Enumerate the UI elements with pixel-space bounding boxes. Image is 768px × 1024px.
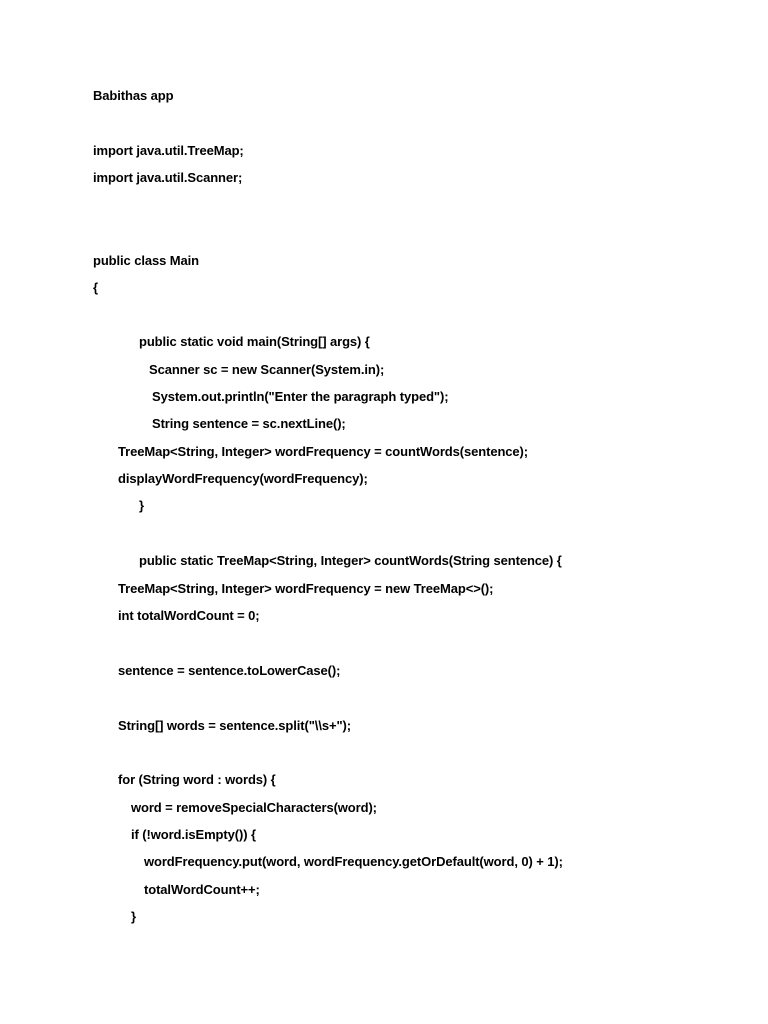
code-line: System.out.println("Enter the paragraph typed");: [152, 389, 449, 404]
code-line: public static TreeMap<String, Integer> countWords(String sentence) {: [139, 553, 562, 568]
code-line: Scanner sc = new Scanner(System.in);: [149, 362, 385, 377]
code-line: TreeMap<String, Integer> wordFrequency = countWords(sentence);: [118, 444, 529, 459]
code-line: {: [93, 280, 98, 295]
code-line: int totalWordCount = 0;: [118, 608, 260, 623]
code-line: }: [139, 498, 144, 513]
code-line: }: [131, 909, 136, 924]
code-line: String[] words = sentence.split("\\s+");: [118, 718, 351, 733]
code-line: if (!word.isEmpty()) {: [131, 827, 256, 842]
code-line: import java.util.TreeMap;: [93, 143, 244, 158]
code-line: totalWordCount++;: [144, 882, 260, 897]
code-line: import java.util.Scanner;: [93, 170, 243, 185]
code-line: public class Main: [93, 253, 199, 268]
code-line: word = removeSpecialCharacters(word);: [131, 800, 377, 815]
code-line: sentence = sentence.toLowerCase();: [118, 663, 341, 678]
code-line: String sentence = sc.nextLine();: [152, 416, 346, 431]
code-line: displayWordFrequency(wordFrequency);: [118, 471, 368, 486]
code-line: for (String word : words) {: [118, 772, 276, 787]
code-line: public static void main(String[] args) {: [139, 334, 370, 349]
document-title: Babithas app: [93, 88, 174, 103]
code-line: wordFrequency.put(word, wordFrequency.getOrDefault(word, 0) + 1);: [144, 854, 563, 869]
code-line: TreeMap<String, Integer> wordFrequency = new TreeMap<>();: [118, 581, 494, 596]
